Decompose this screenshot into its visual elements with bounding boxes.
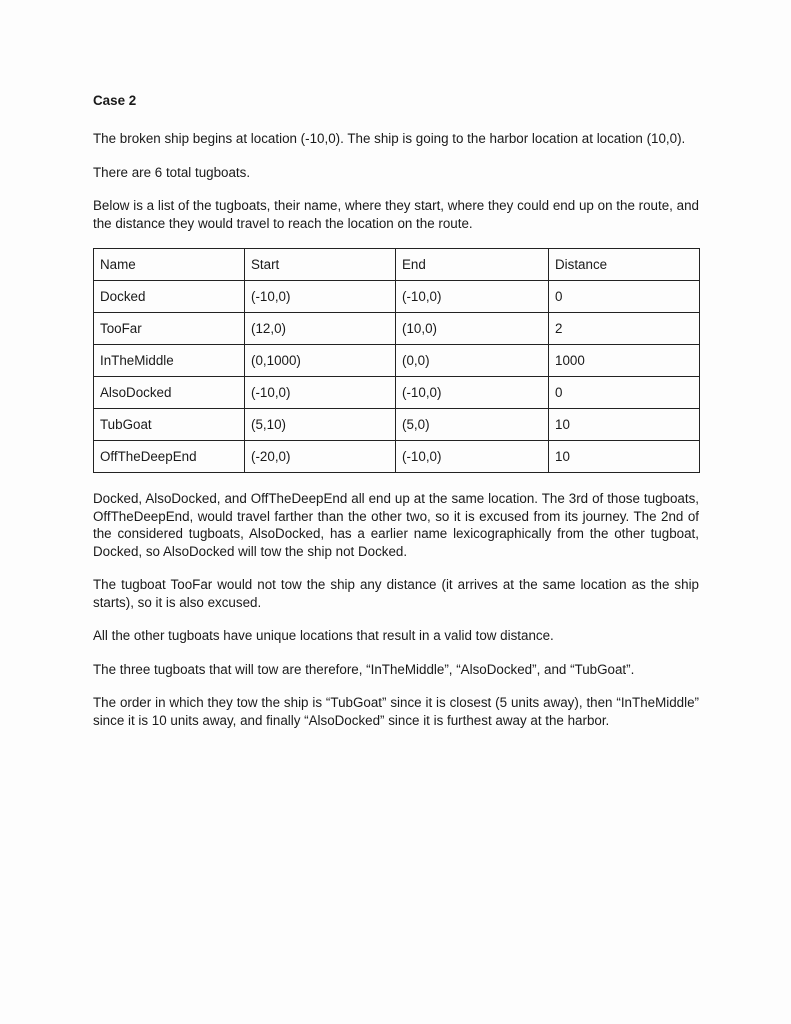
cell-start: (-20,0) <box>245 441 396 473</box>
cell-distance: 10 <box>549 409 700 441</box>
paragraph-towing-tugboats: The three tugboats that will tow are therefore, “InTheMiddle”, “AlsoDocked”, and “TubGoat”. <box>93 661 635 677</box>
cell-end: (-10,0) <box>396 441 549 473</box>
case-heading: Case 2 <box>93 93 137 108</box>
cell-name: Docked <box>94 281 245 313</box>
document-body <box>93 92 699 745</box>
header-name: Name <box>94 249 245 281</box>
cell-end: (0,0) <box>396 345 549 377</box>
cell-name: OffTheDeepEnd <box>94 441 245 473</box>
cell-name: InTheMiddle <box>94 345 245 377</box>
cell-name: AlsoDocked <box>94 377 245 409</box>
cell-end: (-10,0) <box>396 377 549 409</box>
paragraph-table-intro: Below is a list of the tugboats, their name, where they start, where they could end up on the route, and the distance they would travel to reach the location on the route. <box>93 198 699 231</box>
table-row <box>94 409 700 441</box>
paragraph-toofar-excused: The tugboat TooFar would not tow the ship any distance (it arrives at the same location as the ship starts), so it is also excused. <box>93 577 699 610</box>
paragraph-tow-order: The order in which they tow the ship is “TubGoat” since it is closest (5 units away), then “InTheMiddle” since it is 10 units away, and finally “AlsoDocked” since it is furthest away at the harbor. <box>93 695 699 728</box>
table-row <box>94 377 700 409</box>
paragraph-ship-route: The broken ship begins at location (-10,0). The ship is going to the harbor location at location (10,0). <box>93 131 686 146</box>
cell-end: (10,0) <box>396 313 549 345</box>
table-row <box>94 441 700 473</box>
paragraph-same-location: Docked, AlsoDocked, and OffTheDeepEnd all end up at the same location. The 3rd of those tugboats, OffTheDeepEnd, would travel farther than the other two, so it is excused from its journey. The 2nd of the considered tugboats, AlsoDocked, has a earlier name lexicographically from the other tugboat, Docked, so AlsoDocked will tow the ship not Docked. <box>93 491 699 559</box>
header-end: End <box>396 249 549 281</box>
table-header-row <box>94 249 700 281</box>
tugboat-table <box>93 248 700 473</box>
cell-name: TooFar <box>94 313 245 345</box>
cell-distance: 10 <box>549 441 700 473</box>
cell-start: (0,1000) <box>245 345 396 377</box>
cell-end: (-10,0) <box>396 281 549 313</box>
cell-distance: 2 <box>549 313 700 345</box>
cell-distance: 1000 <box>549 345 700 377</box>
table-row <box>94 345 700 377</box>
cell-distance: 0 <box>549 377 700 409</box>
paragraph-tugboat-count: There are 6 total tugboats. <box>93 164 251 180</box>
header-distance: Distance <box>549 249 700 281</box>
cell-start: (-10,0) <box>245 377 396 409</box>
table-row <box>94 281 700 313</box>
cell-distance: 0 <box>549 281 700 313</box>
table-row <box>94 313 700 345</box>
header-start: Start <box>245 249 396 281</box>
cell-name: TubGoat <box>94 409 245 441</box>
cell-end: (5,0) <box>396 409 549 441</box>
cell-start: (12,0) <box>245 313 396 345</box>
cell-start: (5,10) <box>245 409 396 441</box>
cell-start: (-10,0) <box>245 281 396 313</box>
paragraph-unique-locations: All the other tugboats have unique locations that result in a valid tow distance. <box>93 628 554 643</box>
